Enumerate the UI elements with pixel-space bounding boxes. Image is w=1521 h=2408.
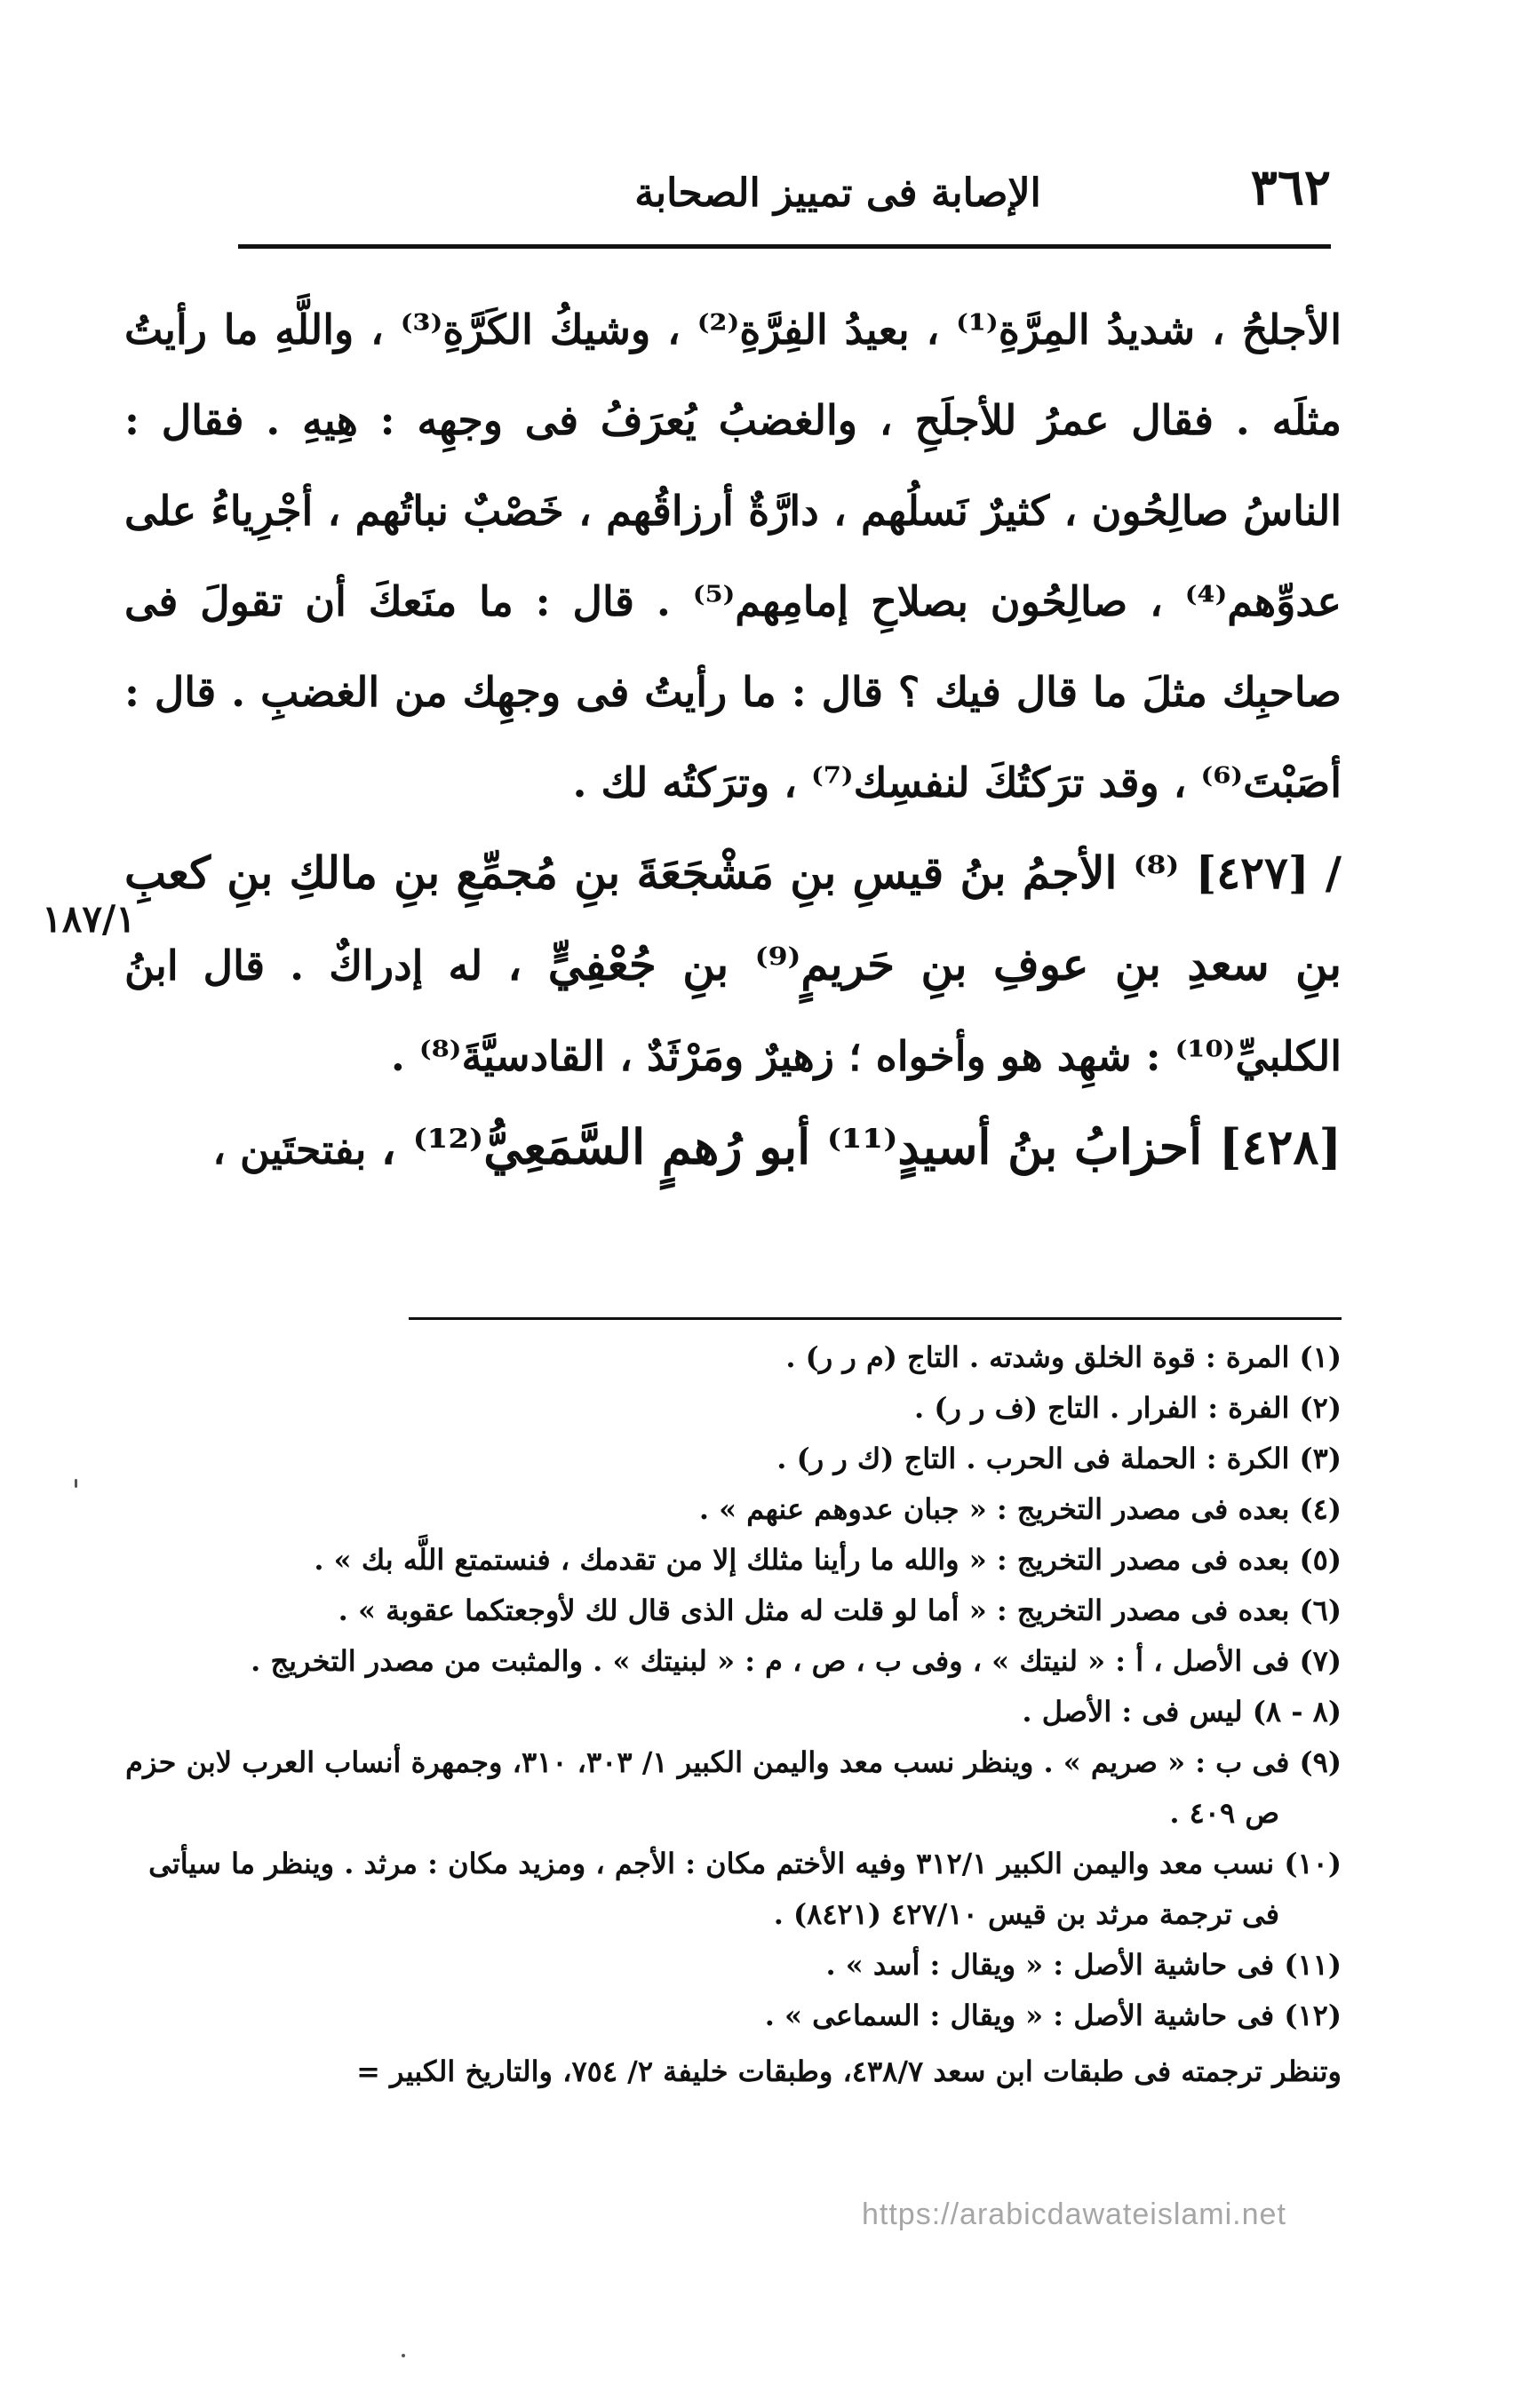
footnote-rule	[409, 1317, 1342, 1320]
footnote-5: (٥) بعده فى مصدر التخريج : « والله ما رأينا مثلك إلا من تقدمك ، فنستمتع اللَّه بك » .	[314, 1543, 1342, 1577]
footnote-3: (٣) الكرة : الحملة فى الحرب . التاج (ك ر ر) .	[776, 1442, 1342, 1475]
footnote-2: (٢) الفرة : الفرار . التاج (ف ر ر) .	[914, 1391, 1342, 1425]
body-paragraph: الأجلحُ ، شديدُ المِرَّةِ⁽¹⁾ ، بعيدُ الفِرَّةِ⁽²⁾ ، وشيكُ الكَرَّةِ⁽³⁾ ، واللَّهِ ما رأيتُ مثلَه . فقال عمرُ للأجلَحِ ، والغضبُ يُعرَفُ فى وجهِه : هِيهِ . فقال : الناسُ صالِحُون ، كثيرٌ نَسلُهم ، دارَّةٌ أرزاقُهم ، خَصْبٌ نباتُهم ، أجْرِياءُ على عدوِّهم⁽⁴⁾ ، صالِحُون بصلاحِ إمامِهم⁽⁵⁾ . قال : ما منَعكَ أن تقولَ فى صاحبِك مثلَ ما قال فيك ؟ قال : ما رأيتُ فى وجهِك من الغضبِ . قال : أصَبْتَ⁽⁶⁾ ، وقد ترَكتُكَ لنفسِك⁽⁷⁾ ، وترَكتُه لك .	[124, 306, 1342, 807]
main-text	[124, 284, 1342, 1195]
book-title: الإصابة فى تمييز الصحابة	[634, 171, 1041, 216]
page-number: ٣٦٢	[1250, 158, 1331, 217]
footnote-4: (٤) بعده فى مصدر التخريج : « جبان عدوهم عنهم » .	[698, 1492, 1342, 1526]
footnote-11: (١١) فى حاشية الأصل : « ويقال : أسد » .	[825, 1948, 1342, 1982]
footnote-7: (٧) فى الأصل ، أ : « لنيتك » ، وفى ب ، ص ، م : « لبنيتك » . والمثبت من مصدر التخريج .	[251, 1644, 1342, 1678]
scan-speck	[75, 1479, 77, 1488]
footnote-10: (١٠) نسب معد واليمن الكبير ٣١٢/١ وفيه الأختم مكان : الأجم ، ومزيد مكان : مرثد . وينظر ما سيأتى فى ترجمة مرثد بن قيس ٤٢٧/١٠ (٨٤٢١) .	[148, 1847, 1342, 1931]
entry-428-heading: [٤٢٨] أحزابُ بنُ أسيدٍ⁽¹¹⁾ أبو رُهمٍ السَّمَعِيُّ⁽¹²⁾ ،	[380, 1118, 1342, 1175]
entry-428-text: بفتحتَين ،	[212, 1125, 367, 1173]
entry-427	[124, 828, 1342, 1101]
running-header	[238, 158, 1331, 229]
entry-427-heading: / [٤٢٧] ⁽⁸⁾ الأجمُ بنُ قيسِ بنِ مَشْجَعَةَ بنِ مُجمِّعِ بنِ مالكِ بنِ كعبِ بنِ سعدِ بنِ عوفِ بنِ حَريمٍ⁽⁹⁾ بنِ جُعْفِيٍّ ،	[124, 846, 1342, 990]
footnotes	[124, 1332, 1342, 2097]
footnote-8: (٨ - ٨) ليس فى : الأصل .	[1022, 1695, 1342, 1729]
entry-428	[124, 1101, 1342, 1195]
marginal-reference: ١٨٧/١	[42, 897, 136, 941]
watermark: https://arabicdawateislami.net	[862, 2197, 1286, 2231]
footnote-continuation: وتنظر ترجمته فى طبقات ابن سعد ٤٣٨/٧، وطبقات خليفة ٢/ ٧٥٤، والتاريخ الكبير =	[356, 2054, 1342, 2088]
entry-427-text: له إدراكٌ . قال ابنُ الكلبيِّ⁽¹⁰⁾ : شهِد هو وأخواه ؛ زهيرٌ ومَرْثَدٌ ، القادسيَّةَ⁽⁸⁾ .	[124, 942, 1342, 1080]
header-rule	[238, 244, 1331, 249]
footnote-6: (٦) بعده فى مصدر التخريج : « أما لو قلت له مثل الذى قال لك لأوجعتكما عقوبة » .	[338, 1593, 1342, 1627]
scan-speck	[402, 2354, 405, 2357]
footnote-9: (٩) فى ب : « صريم » . وينظر نسب معد واليمن الكبير ١/ ٣٠٣، ٣١٠، وجمهرة أنساب العرب لابن حزم ص ٤٠٩ .	[125, 1745, 1342, 1830]
footnote-1: (١) المرة : قوة الخلق وشدته . التاج (م ر ر) .	[785, 1340, 1342, 1374]
footnote-12: (١٢) فى حاشية الأصل : « ويقال : السماعى » .	[764, 1999, 1342, 2032]
